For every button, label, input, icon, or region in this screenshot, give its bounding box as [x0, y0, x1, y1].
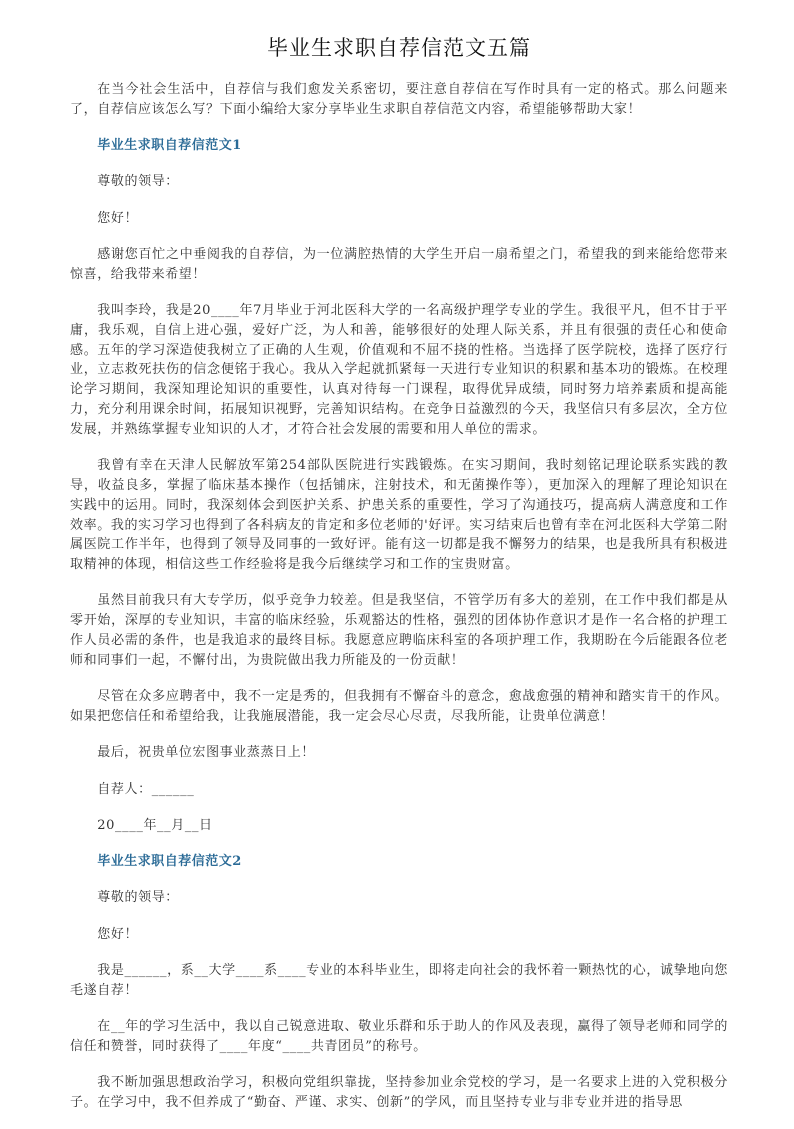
- section-heading-1: 毕业生求职自荐信范文1: [97, 138, 242, 154]
- body-paragraph: 我叫李玲，我是20____年7月毕业于河北医科大学的一名高级护理学专业的学生。我很平凡，但不甘于平庸，我乐观，自信上进心强，爱好广泛，为人和善，能够很好的处理人际关系，并且有很强的责任心和使命感。五年的学习深造使我树立了正确的人生观，价值观和不屈不挠的性格。当选择了医学院校，选择了医疗行业，立志救死扶伤的信念便铭于我心。我从入学起就抓紧每一天进行专业知识的积累和基本功的锻炼。在校理论学习期间，我深知理论知识的重要性，认真对待每一门课程，取得优异成绩，同时努力培养素质和提高能力，充分利用课余时间，拓展知识视野，完善知识结构。在竞争日益激烈的今天，我坚信只有多层次，全方位发展，并熟练掌握专业知识的人才，才符合社会发展的需要和用人单位的需求。: [70, 303, 728, 437]
- salutation: 尊敬的领导：: [97, 174, 179, 190]
- body-paragraph: 我是______，系__大学____系____专业的本科毕业生，即将走向社会的我怀着一颗热忱的心，诚挚地向您毛遂自荐！: [70, 963, 728, 998]
- intro-paragraph: 在当今社会生活中，自荐信与我们愈发关系密切，要注意自荐信在写作时具有一定的格式。那么问题来了，自荐信应该怎么写？下面小编给大家分享毕业生求职自荐信范文内容，希望能够帮助大家！: [70, 82, 728, 117]
- body-paragraph: 尽管在众多应聘者中，我不一定是秀的，但我拥有不懈奋斗的意念，愈战愈强的精神和踏实肯干的作风。如果把您信任和希望给我，让我施展潜能，我一定会尽心尽责，尽我所能，让贵单位满意！: [70, 689, 728, 724]
- body-paragraph: 我曾有幸在天津人民解放军第254部队医院进行实践锻炼。在实习期间，我时刻铭记理论联系实践的教导，收益良多，掌握了临床基本操作（包括铺床，注射技术，和无菌操作等），更加深入的理解了理论知识在实践中的运用。同时，我深刻体会到医护关系、护患关系的重要性，学习了沟通技巧，提高病人满意度和工作效率。我的实习学习也得到了各科病友的肯定和多位老师的'好评。实习结束后也曾有幸在河北医科大学第二附属医院工作半年，也得到了领导及同事的一致好评。能有这一切都是我不懈努力的结果，也是我所具有积极进取精神的体现，相信这些工作经验将是我今后继续学习和工作的宝贵财富。: [70, 458, 728, 573]
- body-paragraph: 虽然目前我只有大专学历，似乎竞争力较差。但是我坚信，不管学历有多大的差别，在工作中我们都是从零开始，深厚的专业知识，丰富的临床经验，乐观豁达的性格，强烈的团体协作意识才是作一名合格的护理工作人员必需的条件，也是我追求的最终目标。我愿意应聘临床科室的各项护理工作，我期盼在今后能跟各位老师和同事们一起，不懈付出，为贵院做出我力所能及的一份贡献！: [70, 593, 728, 668]
- document-title: 毕业生求职自荐信范文五篇: [267, 36, 531, 60]
- signature-line: 自荐人：______: [97, 781, 195, 797]
- body-paragraph: 我不断加强思想政治学习，积极向党组织靠拢，坚持参加业余党校的学习，是一名要求上进的入党积极分子。在学习中，我不但养成了“勤奋、严谨、求实、创新”的学风，而且坚持专业与非专业并进的指导思: [70, 1075, 728, 1110]
- section-heading-2: 毕业生求职自荐信范文2: [97, 854, 242, 870]
- closing-paragraph: 最后，祝贵单位宏图事业蒸蒸日上！: [97, 745, 315, 761]
- body-paragraph: 在__年的学习生活中，我以自己锐意进取、敬业乐群和乐于助人的作风及表现，赢得了领导老师和同学的信任和赞誉，同时获得了____年度“____共青团员”的称号。: [70, 1019, 728, 1054]
- greeting: 您好！: [97, 926, 139, 942]
- body-paragraph: 感谢您百忙之中垂阅我的自荐信，为一位满腔热情的大学生开启一扇希望之门，希望我的到来能给您带来惊喜，给我带来希望！: [70, 246, 728, 282]
- date-line: 20____年__月__日: [97, 817, 213, 833]
- salutation: 尊敬的领导：: [97, 890, 179, 906]
- greeting: 您好！: [97, 210, 139, 226]
- document-page: [70, 34, 728, 1129]
